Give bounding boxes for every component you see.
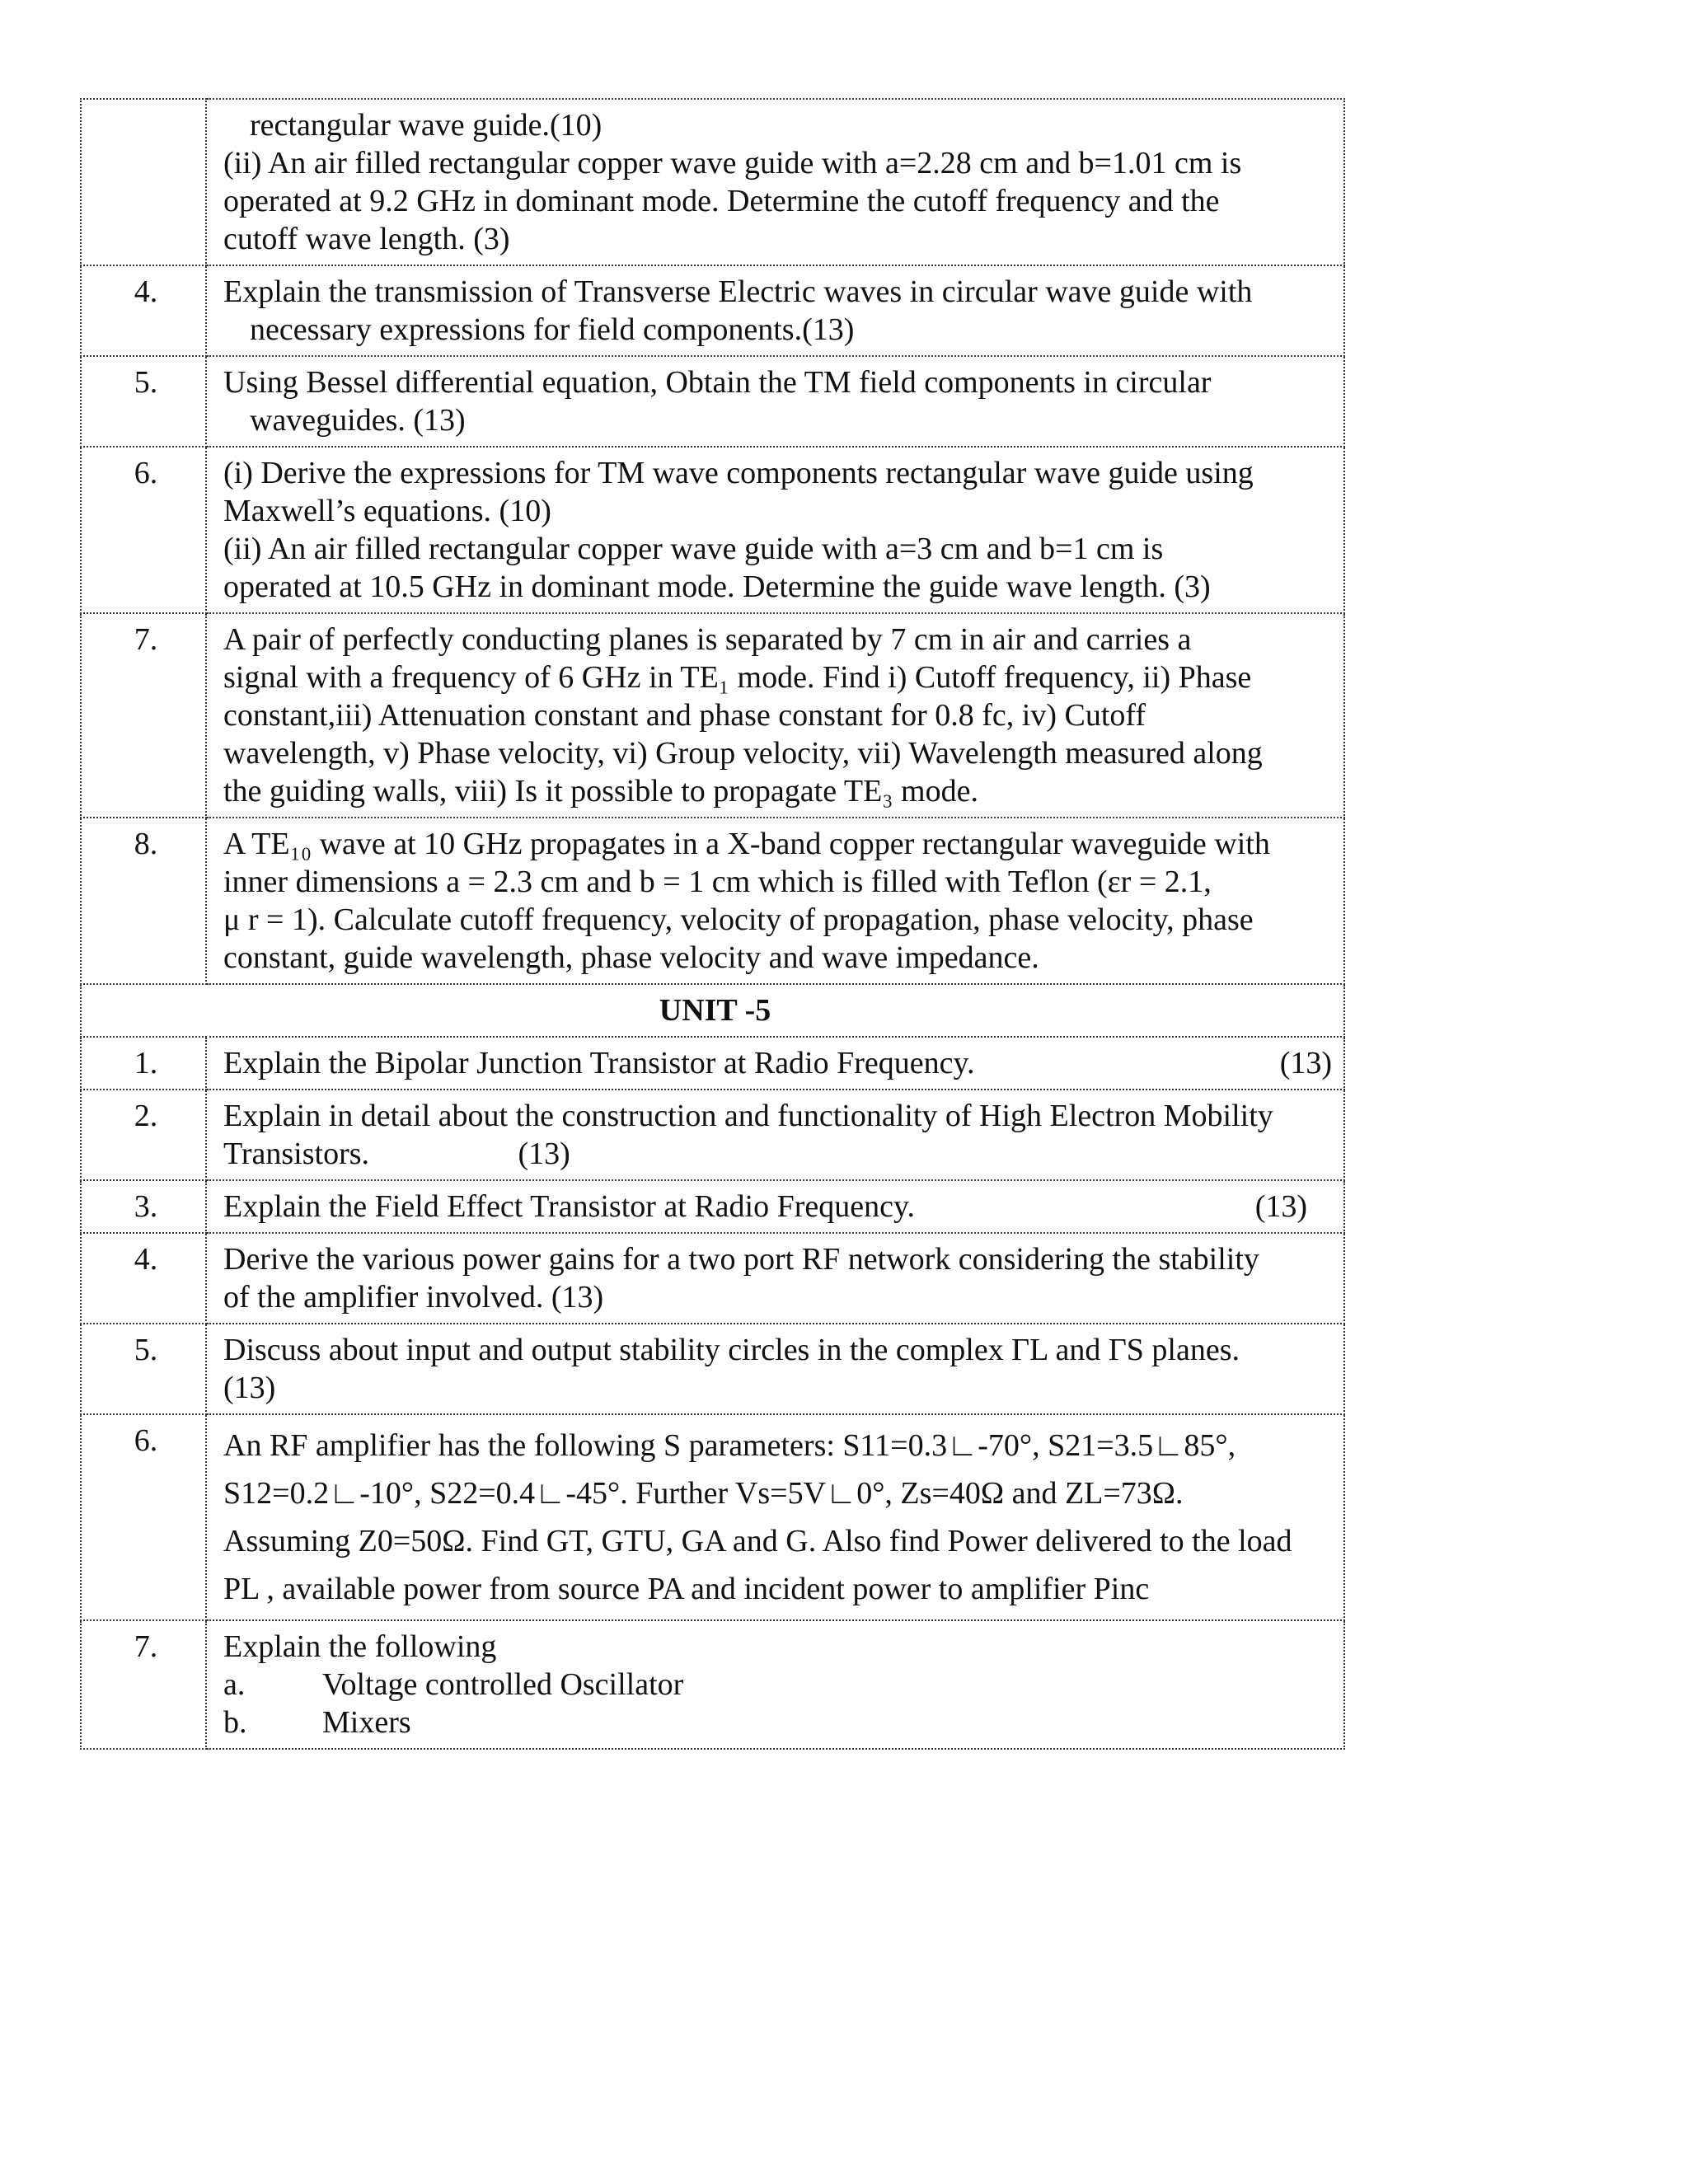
- question-line: Explain the Bipolar Junction Transistor at Radio Frequency.: [223, 1046, 975, 1080]
- question-line: Assuming Z0=50Ω. Find GT, GTU, GA and G. Also find Power delivered to the load: [223, 1524, 1292, 1558]
- question-line: rectangular wave guide.(10): [250, 108, 603, 143]
- question-line: (ii) An air filled rectangular copper wave guide with a=3 cm and b=1 cm is: [223, 532, 1164, 566]
- question-number: 5.: [81, 1324, 206, 1414]
- sub-item-label: b.: [223, 1705, 247, 1740]
- question-line: (13): [223, 1371, 276, 1405]
- question-line: A TE₁₀ wave at 10 GHz propagates in a X-band copper rectangular waveguide with: [223, 827, 1270, 861]
- question-line: signal with a frequency of 6 GHz in TE₁ mode. Find i) Cutoff frequency, ii) Phase: [223, 660, 1252, 695]
- unit-heading: UNIT -5: [81, 984, 1344, 1037]
- sub-item-label: a.: [223, 1667, 246, 1702]
- question-line: of the amplifier involved. (13): [223, 1280, 604, 1315]
- question-line: μ r = 1). Calculate cutoff frequency, velocity of propagation, phase velocity, phase: [223, 902, 1254, 937]
- question-text: [206, 1180, 1344, 1233]
- question-row: [81, 818, 1344, 984]
- question-text: [206, 1233, 1344, 1324]
- question-number: 8.: [81, 818, 206, 984]
- question-line: Explain in detail about the construction and functionality of High Electron Mobility: [223, 1099, 1273, 1133]
- question-text: [206, 818, 1344, 984]
- question-line: A pair of perfectly conducting planes is separated by 7 cm in air and carries a: [223, 622, 1192, 657]
- unit-heading-row: [81, 984, 1344, 1037]
- question-number: 4.: [81, 1233, 206, 1324]
- question-marks: (13): [1254, 1189, 1307, 1224]
- question-line: Using Bessel differential equation, Obtain the TM field components in circular: [223, 365, 1212, 400]
- question-line: cutoff wave length. (3): [223, 222, 510, 256]
- sub-item-text: Mixers: [322, 1705, 411, 1740]
- question-number: 1.: [81, 1037, 206, 1090]
- question-row: [81, 613, 1344, 818]
- question-row: [81, 1037, 1344, 1090]
- question-text: [206, 1090, 1344, 1180]
- question-line: Discuss about input and output stability circles in the complex ΓL and ΓS planes.: [223, 1333, 1240, 1367]
- question-line: waveguides. (13): [250, 403, 466, 438]
- question-line: Explain the Field Effect Transistor at Radio Frequency.: [223, 1189, 916, 1224]
- question-number: 4.: [81, 265, 206, 356]
- question-text: [206, 1037, 1344, 1090]
- question-row: [81, 1090, 1344, 1180]
- question-row: [81, 1324, 1344, 1414]
- question-line: necessary expressions for field components.(13): [250, 312, 855, 347]
- question-number: [81, 99, 206, 265]
- question-number: 7.: [81, 1620, 206, 1749]
- question-row: [81, 447, 1344, 613]
- question-row: [81, 1414, 1344, 1620]
- question-text: [206, 356, 1344, 447]
- question-number: 3.: [81, 1180, 206, 1233]
- question-line: (i) Derive the expressions for TM wave components rectangular wave guide using: [223, 456, 1254, 490]
- question-line: operated at 10.5 GHz in dominant mode. Determine the guide wave length. (3): [223, 569, 1211, 604]
- question-text: [206, 265, 1344, 356]
- question-row: [81, 356, 1344, 447]
- question-text: [206, 1324, 1344, 1414]
- sub-item: [223, 1704, 1332, 1741]
- question-table: [80, 98, 1345, 1750]
- question-text: [206, 1414, 1344, 1620]
- question-row: [81, 1233, 1344, 1324]
- question-line: Explain the transmission of Transverse Electric waves in circular wave guide with: [223, 274, 1253, 309]
- question-text: [206, 613, 1344, 818]
- question-text: [206, 447, 1344, 613]
- sub-item: [223, 1666, 1332, 1704]
- question-text: [206, 1620, 1344, 1749]
- question-line: S12=0.2∟-10°, S22=0.4∟-45°. Further Vs=5V∟0°, Zs=40Ω and ZL=73Ω.: [223, 1476, 1184, 1511]
- question-line: the guiding walls, viii) Is it possible to propagate TE₃ mode.: [223, 774, 978, 808]
- question-line: (ii) An air filled rectangular copper wave guide with a=2.28 cm and b=1.01 cm is: [223, 146, 1242, 180]
- sub-item-text: Voltage controlled Oscillator: [322, 1667, 684, 1702]
- question-number: 2.: [81, 1090, 206, 1180]
- question-number: 5.: [81, 356, 206, 447]
- question-row: [81, 265, 1344, 356]
- question-line: constant, guide wavelength, phase velocity and wave impedance.: [223, 940, 1039, 975]
- question-number: 7.: [81, 613, 206, 818]
- question-line: An RF amplifier has the following S parameters: S11=0.3∟-70°, S21=3.5∟85°,: [223, 1428, 1236, 1463]
- question-line: PL , available power from source PA and incident power to amplifier Pinc: [223, 1572, 1150, 1606]
- question-line: inner dimensions a = 2.3 cm and b = 1 cm which is filled with Teflon (εr = 2.1,: [223, 865, 1212, 899]
- question-number: 6.: [81, 447, 206, 613]
- question-intro: Explain the following: [223, 1629, 497, 1664]
- question-text: [206, 99, 1344, 265]
- question-line: Transistors. (13): [223, 1137, 570, 1171]
- question-line: constant,iii) Attenuation constant and phase constant for 0.8 fc, iv) Cutoff: [223, 698, 1146, 733]
- question-row: [81, 1180, 1344, 1233]
- question-line: wavelength, v) Phase velocity, vi) Group velocity, vii) Wavelength measured along: [223, 736, 1263, 771]
- question-row: [81, 99, 1344, 265]
- question-row: [81, 1620, 1344, 1749]
- question-line: Derive the various power gains for a two port RF network considering the stability: [223, 1242, 1259, 1277]
- question-marks: (13): [1279, 1046, 1332, 1080]
- question-number: 6.: [81, 1414, 206, 1620]
- question-line: operated at 9.2 GHz in dominant mode. Determine the cutoff frequency and the: [223, 184, 1220, 218]
- question-line: Maxwell’s equations. (10): [223, 494, 551, 528]
